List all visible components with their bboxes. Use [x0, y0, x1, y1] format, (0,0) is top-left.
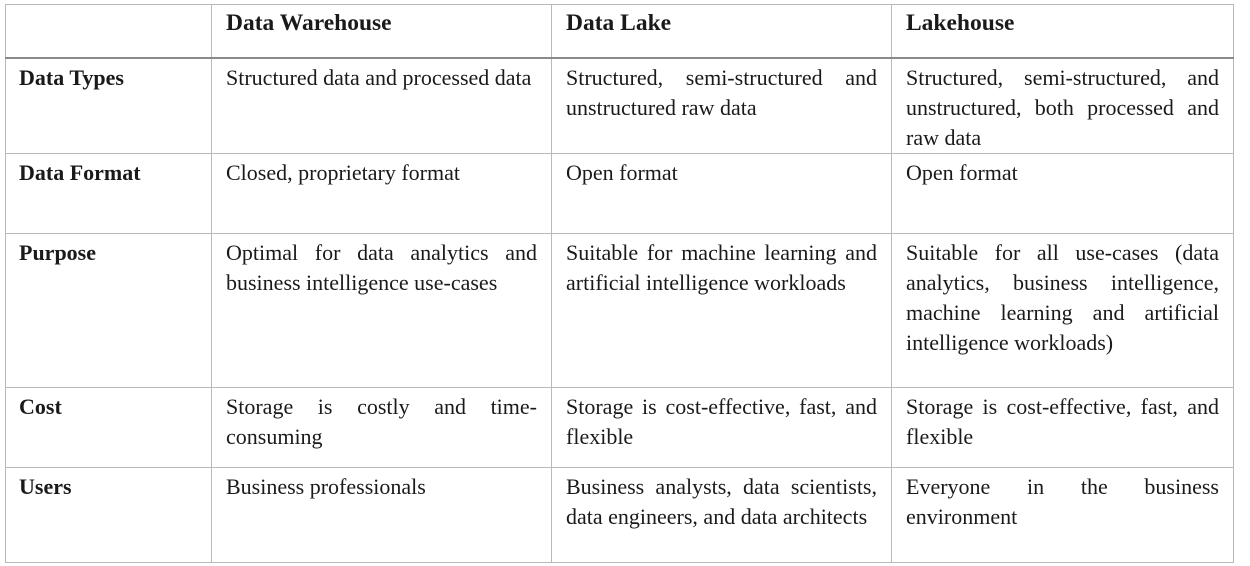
table-row-users: [6, 467, 1234, 562]
header-row: [6, 5, 1234, 58]
row-label-data-format: Data Format: [6, 153, 212, 233]
cell-warehouse-cost: Storage is costly and time-consuming: [212, 387, 552, 467]
cell-warehouse-purpose: Optimal for data analytics and business intelligence use-cases: [212, 233, 552, 387]
cell-warehouse-data-types: Structured data and processed data: [212, 58, 552, 154]
cell-lake-data-types: Structured, semi-structured and unstructured raw data: [552, 58, 892, 154]
cell-warehouse-data-format: Closed, proprietary format: [212, 153, 552, 233]
row-label-data-types: Data Types: [6, 58, 212, 154]
table-row-data-format: [6, 153, 1234, 233]
header-corner-cell: [6, 5, 212, 58]
header-data-lake: Data Lake: [552, 5, 892, 58]
cell-lakehouse-cost: Storage is cost-effective, fast, and flexible: [892, 387, 1234, 467]
cell-lake-cost: Storage is cost-effective, fast, and flexible: [552, 387, 892, 467]
table-row-purpose: [6, 233, 1234, 387]
cell-lakehouse-data-types: Structured, semi-structured, and unstructured, both processed and raw data: [892, 58, 1234, 154]
comparison-table: [5, 4, 1234, 563]
cell-lakehouse-users: Everyone in the business environment: [892, 467, 1234, 562]
cell-warehouse-users: Business professionals: [212, 467, 552, 562]
row-label-cost: Cost: [6, 387, 212, 467]
cell-lakehouse-data-format: Open format: [892, 153, 1234, 233]
header-lakehouse: Lakehouse: [892, 5, 1234, 58]
cell-lake-purpose: Suitable for machine learning and artificial intelligence workloads: [552, 233, 892, 387]
row-label-purpose: Purpose: [6, 233, 212, 387]
cell-lake-users: Business analysts, data scientists, data engineers, and data architects: [552, 467, 892, 562]
row-label-users: Users: [6, 467, 212, 562]
cell-lake-data-format: Open format: [552, 153, 892, 233]
header-data-warehouse: Data Warehouse: [212, 5, 552, 58]
table-row-data-types: [6, 58, 1234, 154]
cell-lakehouse-purpose: Suitable for all use-cases (data analytics, business intelligence, machine learning and artificial intelligence workloads): [892, 233, 1234, 387]
table-row-cost: [6, 387, 1234, 467]
